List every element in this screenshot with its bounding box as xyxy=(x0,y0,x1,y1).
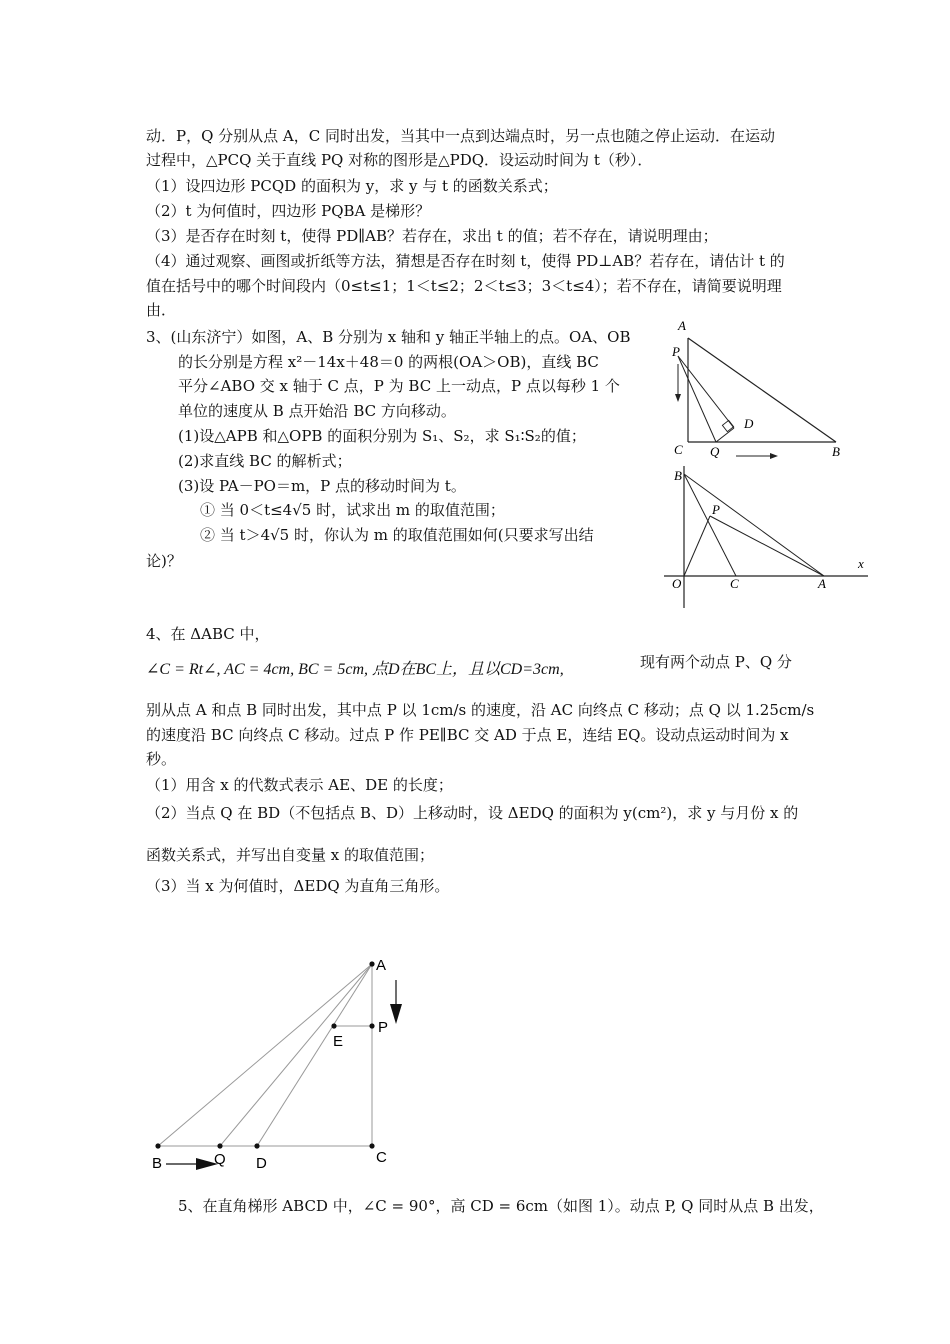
q3-text-line-2: 的长分别是方程 x²－14x＋48＝0 的两根(OA＞OB)，直线 BC xyxy=(178,353,599,371)
q4-subquestion-2: （2）当点 Q 在 BD（不包括点 B、D）上移动时，设 ΔEDQ 的面积为 y(cm²)，求 y 与月份 x 的 xyxy=(146,804,799,822)
q3-text-line-3: 平分∠ABO 交 x 轴于 C 点，P 为 BC 上一动点，P 点以每秒 1 个 xyxy=(178,377,620,395)
fig2-label-a: A xyxy=(818,576,826,591)
fig3-label-e: E xyxy=(333,1033,344,1050)
fig3-label-q: Q xyxy=(214,1151,226,1168)
fig2-label-c: C xyxy=(730,576,739,591)
q2-subquestion-4-end: 由． xyxy=(146,301,177,319)
q5-heading: 5、在直角梯形 ABCD 中，∠C = 90°，高 CD = 6cm（如图 1）。动点 P, Q 同时从点 B 出发， xyxy=(178,1197,824,1215)
q4-text-line-5: 秒。 xyxy=(146,750,177,768)
q2-text-line-1: 动．P，Q 分别从点 A，C 同时出发，当其中一点到达端点时，另一点也随之停止运动．在运动 xyxy=(146,127,776,145)
fig1-label-b: B xyxy=(832,444,840,459)
q3-heading: 3、(山东济宁）如图，A、B 分别为 x 轴和 y 轴正半轴上的点。OA、OB xyxy=(146,328,631,346)
q2-subquestion-1: （1）设四边形 PCQD 的面积为 y，求 y 与 t 的函数关系式； xyxy=(146,177,558,195)
q4-text-line-4: 的速度沿 BC 向终点 C 移动。过点 P 作 PE∥BC 交 AD 于点 E，连结 EQ。设动点运动时间为 x xyxy=(146,726,789,744)
q2-text-line-2: 过程中，△PCQ 关于直线 PQ 对称的图形是△PDQ．设运动时间为 t（秒）． xyxy=(146,151,653,169)
q3-subquestion-3a: ① 当 0＜t≤4√5 时，试求出 m 的取值范围； xyxy=(200,501,505,519)
fig2-label-o: O xyxy=(672,576,682,591)
q3-subquestion-3b-end: 论)？ xyxy=(146,552,182,570)
q2-subquestion-2: （2）t 为何值时，四边形 PQBA 是梯形？ xyxy=(146,202,431,220)
fig3-label-d: D xyxy=(256,1155,267,1172)
fig1-label-q: Q xyxy=(710,444,720,459)
q4-subquestion-1: （1）用含 x 的代数式表示 AE、DE 的长度； xyxy=(146,776,453,794)
q3-subquestion-3b: ② 当 t＞4√5 时，你认为 m 的取值范围如何(只要求写出结 xyxy=(200,526,594,544)
fig1-label-d: D xyxy=(744,416,754,431)
fig3-label-p: P xyxy=(378,1019,389,1036)
figure-fold-triangle xyxy=(664,316,864,466)
fig2-label-b: B xyxy=(674,468,682,483)
figure-coordinate-axes xyxy=(664,466,874,612)
fig2-label-x: x xyxy=(858,556,864,571)
q2-subquestion-3: （3）是否存在时刻 t，使得 PD∥AB？若存在，求出 t 的值；若不存在，请说明理由； xyxy=(146,227,718,245)
q4-subquestion-3: （3）当 x 为何值时，ΔEDQ 为直角三角形。 xyxy=(146,877,450,895)
q3-subquestion-3: (3)设 PA－PO＝m，P 点的移动时间为 t。 xyxy=(178,477,466,495)
q3-subquestion-1: (1)设△APB 和△OPB 的面积分别为 S₁、S₂，求 S₁∶S₂的值； xyxy=(178,427,586,445)
q4-text-line-2b: 现有两个动点 P、Q 分 xyxy=(640,653,792,671)
fig3-label-a: A xyxy=(376,957,387,974)
figure-right-triangle xyxy=(140,950,420,1180)
fig1-label-c: C xyxy=(674,442,683,457)
q3-subquestion-2: (2)求直线 BC 的解析式； xyxy=(178,452,352,470)
q4-heading: 4、在 ΔABC 中， xyxy=(146,625,270,643)
q4-subquestion-2-cont: 函数关系式，并写出自变量 x 的取值范围； xyxy=(146,846,434,864)
fig1-label-p: P xyxy=(672,344,680,359)
q4-text-line-3: 别从点 A 和点 B 同时出发，其中点 P 以 1cm/s 的速度，沿 AC 向终点 C 移动；点 Q 以 1.25cm/s xyxy=(146,701,815,719)
fig3-label-c: C xyxy=(376,1149,387,1166)
fig1-label-a: A xyxy=(678,318,686,333)
q2-subquestion-4: （4）通过观察、画图或折纸等方法，猜想是否存在时刻 t，使得 PD⊥AB？若存在，请估计 t 的 xyxy=(146,252,785,270)
fig2-label-p: P xyxy=(712,502,720,517)
q4-given-conditions: ∠C = Rt∠, AC = 4cm, BC = 5cm, 点D在BC上，且以CD=3cm, xyxy=(146,661,564,678)
q3-text-line-4: 单位的速度从 B 点开始沿 BC 方向移动。 xyxy=(178,402,456,420)
fig3-label-b: B xyxy=(152,1155,163,1172)
q2-subquestion-4-cont: 值在括号中的哪个时间段内（0≤t≤1；1＜t≤2；2＜t≤3；3＜t≤4）；若不存在，请简要说明理 xyxy=(146,277,782,295)
